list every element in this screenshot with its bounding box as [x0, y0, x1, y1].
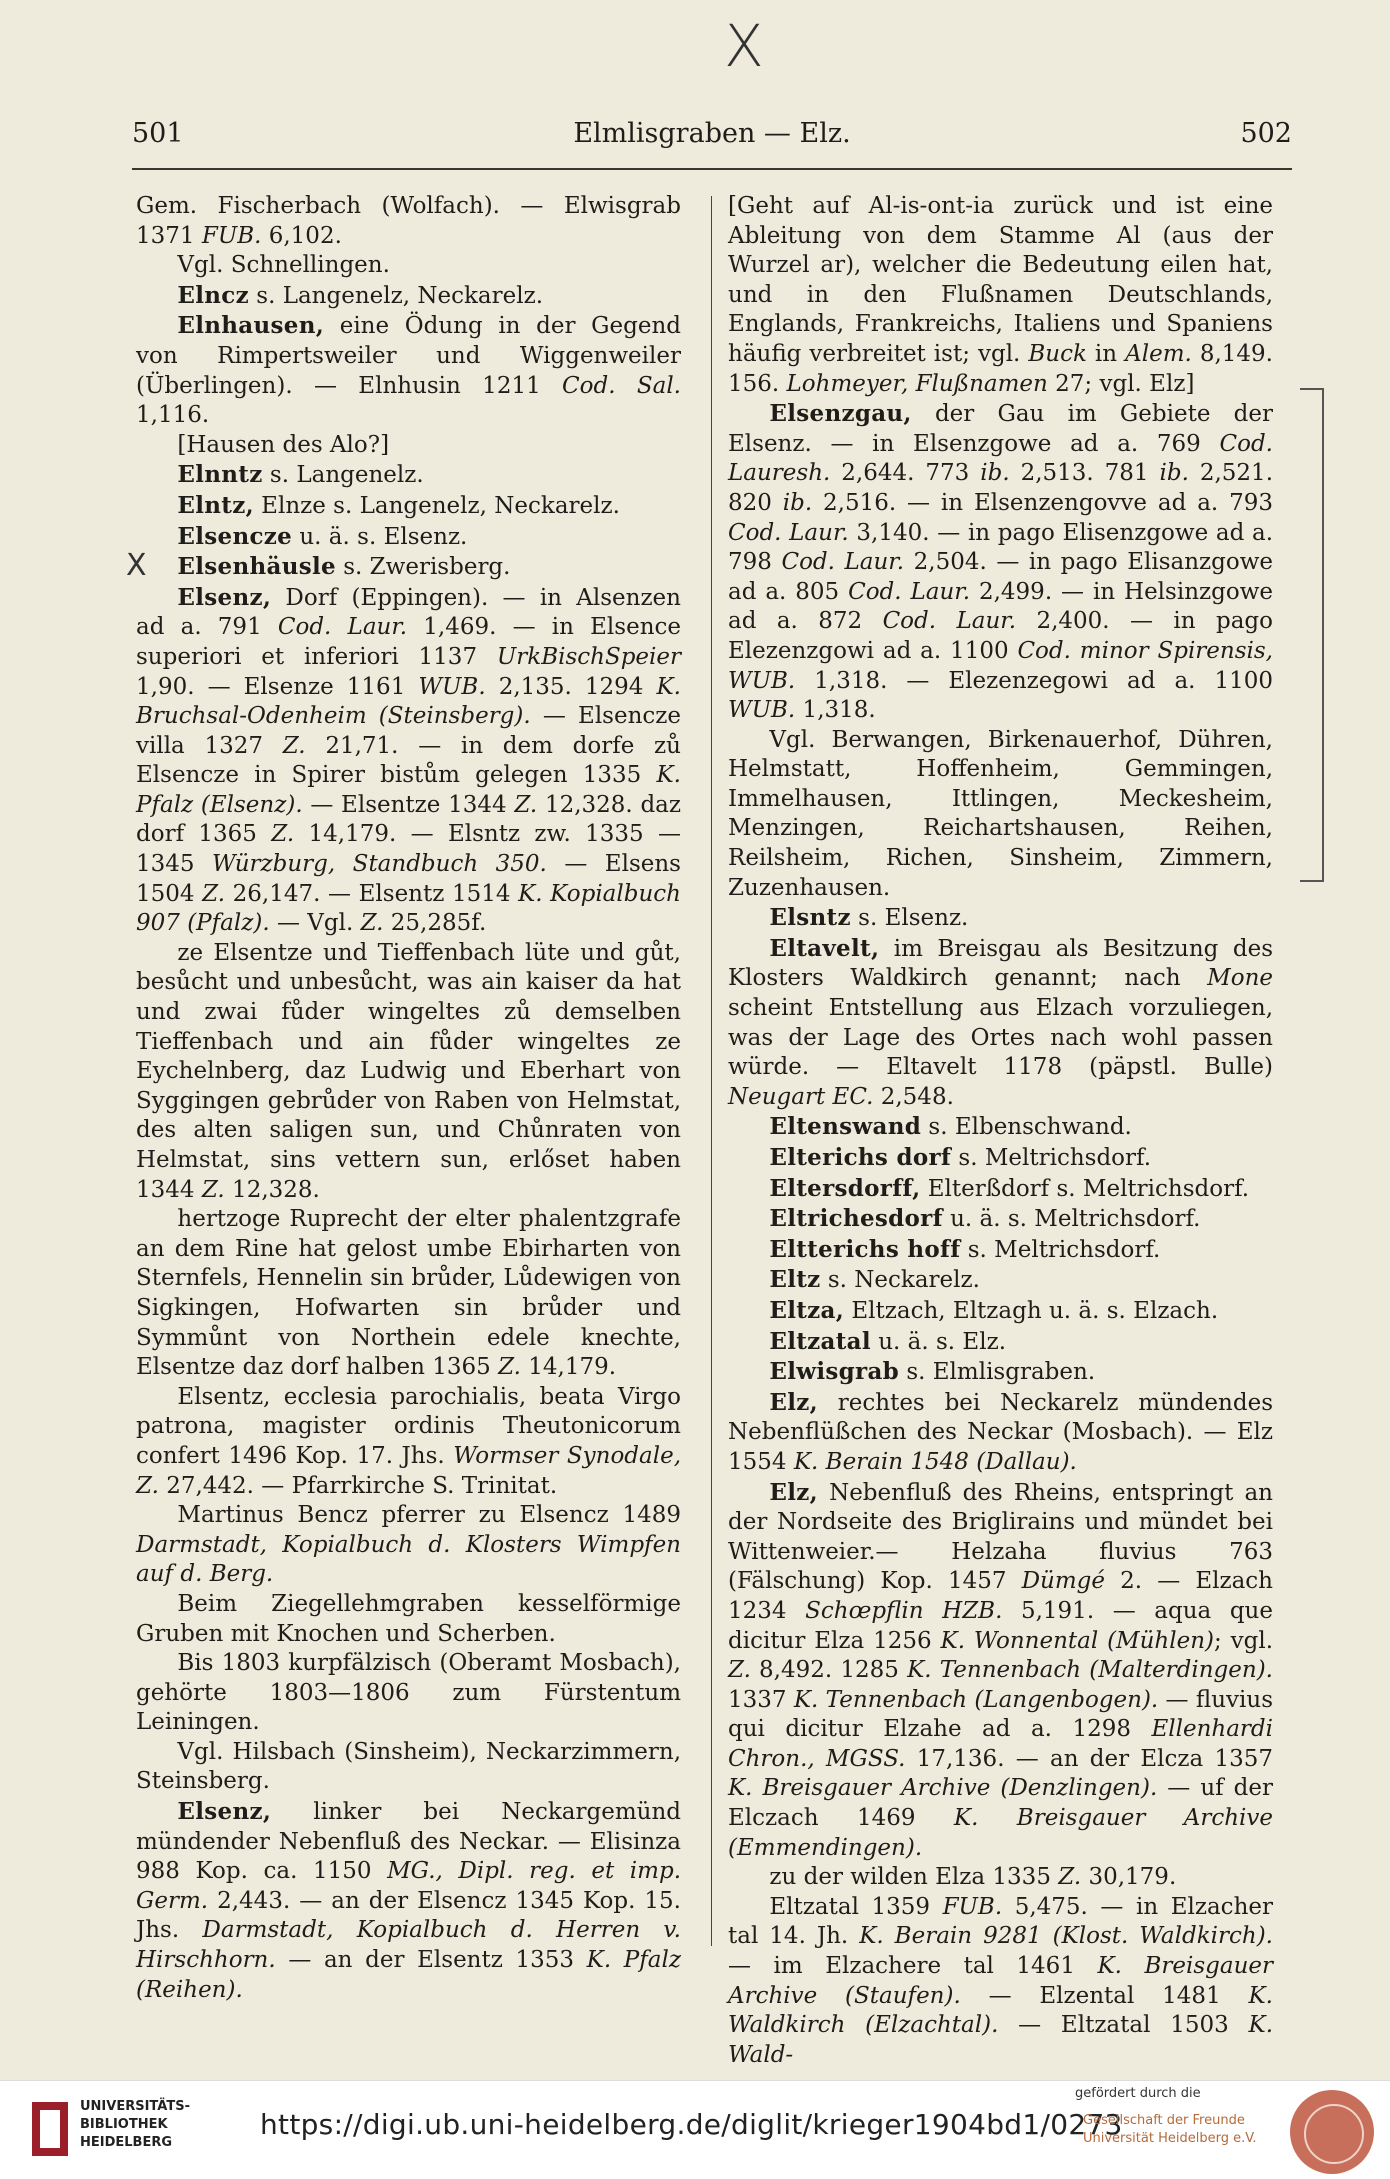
entry-paragraph: ze Elsentze und Tieffenbach lüte und gůt, besůcht und unbesůcht, was ain kaiser da hat und zwai fůder wingeltes zů demselben Tieffenbach und ain fůder wingeltes ze Eychelnberg, daz Ludwig und Eberhart von Syggingen gebrůder von Raben von Helmstat, des alten saligen sun, und Chůnraten von Helmstat, sins vettern sun, erlőset haben 1344 Z. 12,328. [136, 939, 681, 1203]
entry-paragraph: Elterichs dorf s. Meltrichsdorf. [769, 1144, 1152, 1171]
entry-paragraph: Eltzatal u. ä. s. Elz. [769, 1327, 1007, 1355]
university-library-name: UNIVERSITÄTS- BIBLIOTHEK HEIDELBERG [80, 2099, 190, 2150]
entry-paragraph: Martinus Bencz pferrer zu Elsencz 1489 Darmstadt, Kopialbuch d. Klosters Wimpfen auf d. Berg. [136, 1502, 681, 1588]
university-seal-icon [1290, 2090, 1374, 2174]
sponsor-name: Gesellschaft der Freunde Universität Heidelberg e.V. [1083, 2113, 1257, 2146]
entry-paragraph: Eltersdorff, Elterßdorf s. Meltrichsdorf. [769, 1174, 1250, 1202]
entry-paragraph: Elz, Nebenfluß des Rheins, entspringt an der Nordseite des Briglirains und mündet bei Wittenweier.— Helzaha fluvius 763 (Fälschung) Kop. 1457 Dümgé 2. — Elzach 1234 Schœpflin HZB. 5,191. — aqua que dicitur Elza 1256 K. Wonnental (Mühlen); vgl. Z. 8,492. 1285 K. Tennenbach (Malterdingen). 1337 K. Tennenbach (Langenbogen). — fluvius qui dicitur Elzahe ad a. 1298 Ellenhardi Chron., MGSS. 17,136. — an der Elcza 1357 K. Breisgauer Archive (Denzlingen). — uf der Elczach 1469 K. Breisgauer Archive (Emmendingen). [728, 1478, 1273, 1861]
entry-paragraph: Vgl. Hilsbach (Sinsheim), Neckarzimmern, Steinsberg. [136, 1738, 681, 1795]
entry-paragraph: Eltterichs hoff s. Meltrichsdorf. [769, 1235, 1161, 1263]
pencil-bracket [1300, 388, 1324, 882]
running-header [132, 118, 1292, 162]
university-library-logo-icon[interactable] [32, 2102, 68, 2156]
entry-paragraph: Elsntz s. Elsenz. [769, 904, 969, 932]
entry-paragraph: Eltz s. Neckarelz. [769, 1266, 980, 1294]
header-rule [132, 168, 1292, 170]
entry-paragraph: zu der wilden Elza 1335 Z. 30,179. [769, 1864, 1177, 1891]
entry-paragraph: Eltrichesdorf u. ä. s. Meltrichsdorf. [769, 1205, 1201, 1233]
entry-paragraph: Elsenhäusle s. Zwerisberg. [177, 553, 511, 581]
entry-paragraph: Eltavelt, im Breisgau als Besitzung des Klosters Waldkirch genannt; nach Mone scheint Entstellung aus Elzach vorzuliegen, was der Lage des Ortes nach wohl passen würde. — Eltavelt 1178 (päpstl. Bulle) Neugart EC. 2,548. [728, 934, 1273, 1110]
entry-paragraph: Elsenzgau, der Gau im Gebiete der Elsenz. — in Elsenzgowe ad a. 769 Cod. Lauresh. 2,644. 773 ib. 2,513. 781 ib. 2,521. 820 ib. 2,516. — in Elsenzengovve ad a. 793 Cod. Laur. 3,140. — in pago Elisenzgowe ad a. 798 Cod. Laur. 2,504. — in pago Elisanzgowe ad a. 805 Cod. Laur. 2,499. — in Helsinzgowe ad a. 872 Cod. Laur. 2,400. — in pago Elezenzgowi ad a. 1100 Cod. minor Spirensis, WUB. 1,318. — Elezenzegowi ad a. 1100 WUB. 1,318. [728, 400, 1274, 724]
entry-paragraph: Elsenz, linker bei Neckargemünd mündender Nebenfluß des Neckar. — Elisinza 988 Kop. ca. 1150 MG., Dipl. reg. et imp. Germ. 2,443. — an der Elsencz 1345 Kop. 15. Jhs. Darmstadt, Kopialbuch d. Herren v. Hirschhorn. — an der Elsentz 1353 K. Pfalz (Reihen). [136, 1798, 681, 2003]
entry-paragraph: Elncz s. Langenelz, Neckarelz. [177, 281, 544, 309]
right-column [728, 192, 1273, 2070]
left-column [136, 192, 681, 2005]
margin-x-mark: X [126, 548, 147, 583]
entry-paragraph: Elsencze u. ä. s. Elsenz. [177, 522, 468, 550]
entry-paragraph: Elsenz, Dorf (Eppingen). — in Alsenzen ad a. 791 Cod. Laur. 1,469. — in Elsence superiori et inferiori 1137 UrkBischSpeier 1,90. — Elsenze 1161 WUB. 2,135. 1294 K. Bruchsal-Odenheim (Steinsberg). — Elsencze villa 1327 Z. 21,71. — in dem dorfe zů Elsencze in Spirer bistům gelegen 1335 K. Pfalz (Elsenz). — Elsentze 1344 Z. 12,328. daz dorf 1365 Z. 14,179. — Elsntz zw. 1335 —1345 Würzburg, Standbuch 350. — Elsens 1504 Z. 26,147. — Elsentz 1514 K. Kopialbuch 907 (Pfalz). — Vgl. Z. 25,285f. [136, 583, 682, 937]
entry-paragraph: Elntz, Elnze s. Langenelz, Neckarelz. [177, 491, 620, 519]
entry-paragraph: Elz, rechtes bei Neckarelz mündendes Nebenflüßchen des Neckar (Mosbach). — Elz 1554 K. Berain 1548 (Dallau). [728, 1388, 1273, 1475]
entry-paragraph: [Geht auf Al-is-ont-ia zurück und ist eine Ableitung von dem Stamme Al (aus der Wurzel ar), welcher die Bedeutung eilen hat, und in den Flußnamen Deutschlands, Englands, Frankreichs, Italiens und Spaniens häufig verbreitet ist; vgl. Buck in Alem. 8,149. 156. Lohmeyer, Flußnamen 27; vgl. Elz] [728, 193, 1273, 397]
entry-paragraph: hertzoge Ruprecht der elter phalentzgrafe an dem Rine hat gelost umbe Ebirharten von Sternfels, Hennelin sin brůder, Lůdewigen von Sigkingen, Hofwarten sin brůder und Symmůnt von Northein edele knechte, Elsentze daz dorf halben 1365 Z. 14,179. [136, 1206, 681, 1381]
entry-paragraph: [Hausen des Alo?] [177, 431, 390, 458]
entry-paragraph: Eltenswand s. Elbenschwand. [769, 1113, 1132, 1141]
entry-paragraph: Vgl. Berwangen, Birkenauerhof, Dühren, Helmstatt, Hoffenheim, Gemmingen, Immelhausen, Ittlingen, Meckesheim, Menzingen, Reichartshausen, Reihen, Reilsheim, Richen, Sinsheim, Zimmern, Zuzenhausen. [728, 726, 1273, 901]
entry-paragraph: Bis 1803 kurpfälzisch (Oberamt Mosbach), gehörte 1803—1806 zum Fürstentum Leiningen. [136, 1650, 681, 1736]
permalink-url[interactable]: https://digi.ub.uni-heidelberg.de/diglit/krieger1904bd1/0273 [260, 2108, 1123, 2141]
entry-paragraph: Beim Ziegellehmgraben kesselförmige Gruben mit Knochen und Scherben. [136, 1590, 681, 1647]
entry-paragraph: Elwisgrab s. Elmlisgraben. [769, 1358, 1096, 1386]
entry-paragraph: Vgl. Schnellingen. [177, 252, 390, 279]
entry-paragraph: Elnntz s. Langenelz. [177, 461, 424, 489]
right-page-number: 502 [1240, 118, 1292, 149]
sponsor-label: gefördert durch die [1075, 2086, 1201, 2101]
entry-paragraph: Elsentz, ecclesia parochialis, beata Virgo patrona, magister ordinis Theutonicorum confert 1496 Kop. 17. Jhs. Wormser Synodale, Z. 27,442. — Pfarrkirche S. Trinitat. [136, 1383, 682, 1499]
entry-paragraph: Eltza, Eltzach, Eltzagh u. ä. s. Elzach. [769, 1296, 1219, 1324]
entry-paragraph: Gem. Fischerbach (Wolfach). — Elwisgrab 1371 FUB. 6,102. [136, 193, 681, 249]
left-page-number: 501 [132, 118, 184, 149]
entry-paragraph: Elnhausen, eine Ödung in der Gegend von Rimpertsweiler und Wiggenweiler (Überlingen). — Elnhusin 1211 Cod. Sal. 1,116. [136, 312, 681, 429]
top-pencil-mark: X [724, 12, 764, 80]
entry-paragraph: Eltzatal 1359 FUB. 5,475. — in Elzacher tal 14. Jh. K. Berain 9281 (Klost. Waldkirch). — im Elzachere tal 1461 K. Breisgauer Archive (Staufen). — Elzental 1481 K. Waldkirch (Elzachtal). — Eltzatal 1503 K. Wald- [728, 1893, 1274, 2068]
header-title: Elmlisgraben — Elz. [573, 118, 851, 149]
column-divider [711, 196, 712, 1946]
